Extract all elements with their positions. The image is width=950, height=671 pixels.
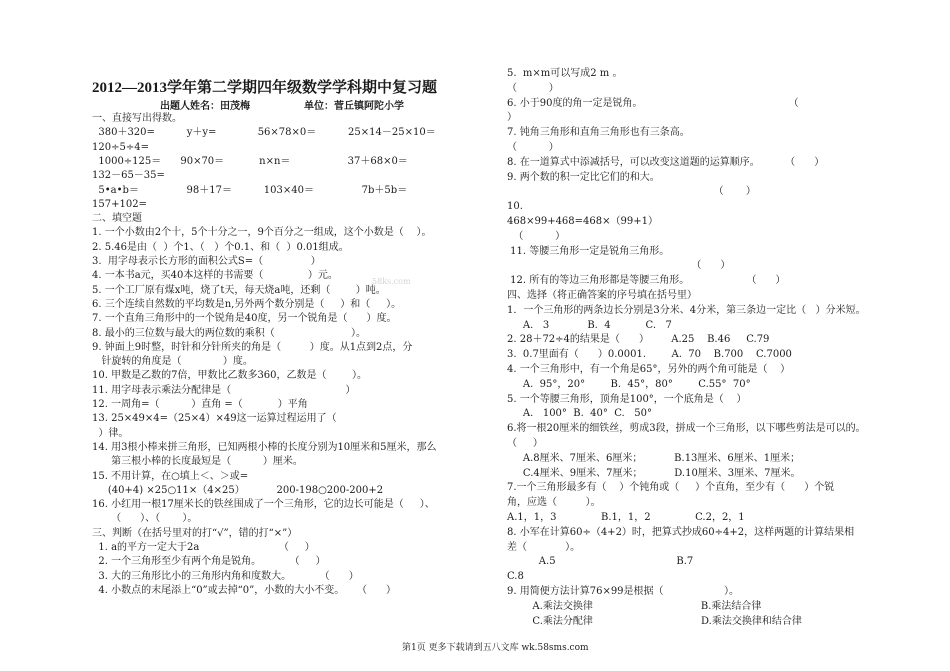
left-line: 120÷5÷4= — [92, 141, 149, 153]
left-line: 12. 一周角=（ ）直角 =（ ）平角 — [92, 399, 308, 410]
left-line: 13. 25×49×4=（25×4）×49这一运算过程运用了（ — [92, 413, 410, 425]
right-line: A.乘法交换律 B.乘法结合律 — [507, 600, 762, 612]
right-line: C.乘法分配律 D.乘法交换律和结合律 — [507, 615, 802, 627]
left-line: 三、判断（在括号里对的打“√”，错的打“×”） — [92, 527, 298, 539]
left-line: 380＋320= y＋y= 56×78×0＝ 25×14－25×10＝ — [92, 127, 436, 139]
right-line: 6.将一根20厘米的细铁丝，剪成3段，拼成一个三角形，以下哪些剪法是可以的。 — [507, 423, 866, 435]
right-line: 5. m×m可以写成2 m 。 — [507, 68, 623, 79]
left-line: 157+102= — [92, 198, 147, 210]
right-line: 3. 0.7里面有（ ）0.0001. A. 70 B.700 C.7000 — [507, 349, 792, 361]
left-line: ）律。 — [92, 427, 129, 439]
right-line: 6. 小于90度的角一定是锐角。 （ — [507, 97, 799, 109]
right-line: 10. — [507, 201, 523, 213]
left-line: 一、直接写出得数。 — [92, 113, 182, 124]
right-line: （ ） — [507, 438, 543, 449]
left-line: 3. 用字母表示长方形的面积公式S=（ ） — [92, 256, 321, 267]
right-line: 8. 在一道算式中添减括号，可以改变这道题的运算顺序。 （ ） — [507, 156, 825, 168]
right-line: （ ） — [507, 186, 756, 198]
right-line: 差（ ）。 — [507, 541, 581, 553]
right-line: A. 100° B. 40° C. 50° — [507, 408, 652, 420]
right-line: 四、选择（将正确答案的序号填在括号里） — [507, 290, 697, 301]
left-line: 1000÷125＝ 90×70＝ n×n＝ 37＋68×0＝ — [92, 155, 408, 167]
right-line: 468×99+468=468×（99+1） — [507, 216, 658, 227]
right-line: A.1，1，3 B.1，1，2 C.2，2，1 — [507, 512, 745, 523]
left-line: 11. 用字母表示乘法分配律是（ ） — [92, 384, 356, 396]
left-line: 5. 一个工厂原有煤x吨，烧了t天，每天烧a吨，还剩（ ）吨。 — [92, 284, 386, 296]
left-line: （ ）、（ ）。 — [92, 513, 198, 525]
left-line: 4. 小数点的末尾添上“0”或去掉“0”，小数的大小不变。 （ ） — [92, 584, 397, 596]
right-line: ） — [507, 112, 517, 124]
right-line: A.8厘米、7厘米、6厘米； B.13厘米、6厘米、1厘米； — [507, 452, 801, 464]
right-line: 11. 等腰三角形一定是锐角三角形。 — [507, 245, 670, 257]
right-line: （ ） — [507, 142, 559, 153]
left-line: 7. 一个直角三角形中的一个锐角是40度，另一个锐角是（ ）度。 — [92, 313, 397, 325]
right-line: A.5 B.7 — [507, 556, 694, 568]
left-line: 2. 5.46是由（ ）个1、（ ）个0.1、和（ ）0.01组成。 — [92, 241, 349, 253]
page-footer: 第1页 更多下载请到五八文库 wk.58sms.com — [402, 643, 589, 653]
author-line: 出题人姓名：田茂梅 — [160, 101, 250, 112]
unit-line: 单位：菅丘镇阿陀小学 — [304, 101, 404, 112]
right-line: 1．一个三角形的两条边长分别是3分米、4分米，第三条边一定比（ ）分米短。 — [507, 304, 866, 316]
right-line: 2. 28＋72÷4的结果是（ ） A.25 B.46 C.79 — [507, 334, 770, 346]
left-line: 2. 一个三角形至少有两个角是锐角。 （ ） — [92, 556, 326, 568]
right-line: 7.一个三角形最多有（ ）个钝角或（ ）个直角，至少有（ ）个锐 — [507, 482, 835, 494]
right-line: C.8 — [507, 571, 524, 583]
right-line: 12. 所有的等边三角形都是等腰三角形。 （ ） — [507, 275, 786, 287]
right-line: （ ） — [507, 260, 731, 272]
left-line: 1. 一个小数由2个十，5个十分之一，9个百分之一组成，这个小数是（ ）。 — [92, 227, 432, 239]
right-line: 7. 钝角三角形和直角三角形也有三条高。 — [507, 127, 690, 139]
right-line: 9. 用简便方法计算76×99是根据（ ）。 — [507, 586, 739, 597]
right-line: （ ） — [507, 82, 559, 94]
right-line: 5. 一个等腰三角形，顶角是100°，一个底角是（ ） — [507, 393, 747, 405]
right-line: A. 3 B. 4 C. 7 — [507, 319, 672, 331]
left-line: 5•a•b＝ 98＋17＝ 103×40＝ 7b＋5b＝ — [92, 184, 408, 196]
left-line: 针旋转的角度是（ ）度。 — [92, 356, 253, 368]
left-line: 二、填空题 — [92, 213, 142, 225]
right-line: （ ） — [507, 230, 566, 242]
left-line: (40+4) ×25○11×（4×25） 200-198○200-200+2 — [92, 484, 384, 496]
right-line: 8. 小军在计算60÷（4+2）时，把算式抄成60÷4+2，这样两题的计算结果相 — [507, 526, 855, 538]
left-line: 8. 最小的三位数与最大的两位数的乘积（ ）。 — [92, 327, 367, 339]
left-line: 4. 一本书a元，买40本这样的书需要（ ）元。 — [92, 270, 338, 282]
left-line: 16. 小红用一根17厘米长的铁丝围成了一个三角形，它的边长可能是（ ）、 — [92, 499, 435, 511]
left-line: 第三根小棒的长度最短是（ ）厘米。 — [92, 456, 303, 468]
left-line: 3. 大的三角形比小的三角形内角和度数大。 （ ） — [92, 570, 359, 582]
left-line: 10. 甲数是乙数的7倍，甲数比乙数多360，乙数是（ ）。 — [92, 370, 367, 382]
left-line: 6. 三个连续自然数的平均数是n,另外两个数分别是（ ）和（ ）。 — [92, 298, 402, 310]
right-line: 角，应选（ ）。 — [507, 497, 601, 509]
right-line: C.4厘米、9厘米、7厘米； D.10厘米、3厘米、7厘米。 — [507, 467, 801, 479]
left-line: 9. 钟面上9时整，时针和分针所夹的角是（ ）度。从1点到2点，分 — [92, 341, 413, 353]
right-line: A. 95°，20° B. 45°，80° C.55° 70° — [507, 378, 751, 390]
left-line: 1. a的平方一定大于2a （ ） — [92, 542, 315, 553]
left-line: 132－65－35= — [92, 170, 165, 182]
right-line: 4. 一个三角形中，有一个角是65°，另外的两个角可能是（ ） — [507, 364, 791, 375]
left-line: 14. 用3根小棒来拼三角形，已知两根小棒的长度分别为10厘米和5厘米，那么 — [92, 441, 437, 453]
left-line: 15. 不用计算，在○填上＜、＞或= — [92, 470, 249, 482]
page-title: 2012—2013学年第二学期四年级数学学科期中复习题 — [92, 80, 438, 96]
watermark: 58ks.com — [372, 277, 411, 286]
right-line: 9. 两个数的积一定比它们的和大。 — [507, 171, 660, 183]
